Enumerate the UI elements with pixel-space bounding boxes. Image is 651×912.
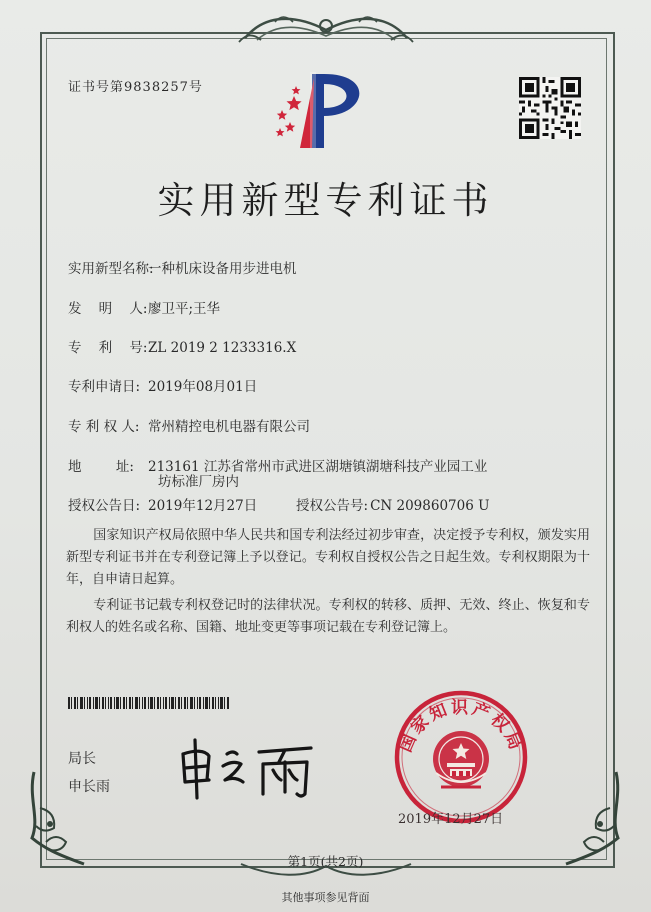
cnipa-logo-icon xyxy=(270,66,380,152)
field-label: 授权公告号: xyxy=(296,498,369,514)
signatory-title: 局长 xyxy=(68,751,96,767)
field-label: 授权公告日: xyxy=(68,498,141,514)
body-paragraph: 国家知识产权局依照中华人民共和国专利法经过初步审查，决定授予专利权，颁发实用新型专利证书并在专利登记簿上予以登记。专利权自授权公告之日起生效。专利权期限为十年，自申请日起算。 xyxy=(66,528,590,587)
field-value: CN 209860706 U xyxy=(370,498,490,514)
field-label: 专 利 权 人: xyxy=(68,419,140,435)
official-seal-icon xyxy=(386,687,536,827)
page-number: 第1页(共2页) xyxy=(287,854,364,869)
field-grant-date xyxy=(68,494,489,514)
top-ornament-icon xyxy=(235,10,417,50)
field-label: 地 址: xyxy=(68,459,134,475)
certificate-body xyxy=(66,525,590,643)
body-paragraph: 专利证书记载专利权登记时的法律状况。专利权的转移、质押、无效、终止、恢复和专利权人的姓名或名称、国籍、地址变更等事项记载在专利登记簿上。 xyxy=(66,598,590,635)
field-value: 2019年08月01日 xyxy=(148,379,258,395)
seal-date: 2019年12月27日 xyxy=(398,812,504,827)
field-label: 实用新型名称: xyxy=(68,261,154,277)
field-label: 发 明 人: xyxy=(68,301,148,317)
barcode-icon xyxy=(68,697,230,709)
field-label: 专利申请日: xyxy=(68,379,141,395)
field-inventor xyxy=(68,297,220,317)
field-patentee xyxy=(68,415,310,435)
field-value: 213161 江苏省常州市武进区湖塘镇湖塘科技产业园工业 xyxy=(148,459,488,475)
field-label: 专 利 号: xyxy=(68,340,148,356)
certificate-number: 证书号第9838257号 xyxy=(68,80,203,95)
qr-code-icon xyxy=(519,77,581,139)
field-patent-number xyxy=(68,336,296,356)
field-value: 廖卫平;王华 xyxy=(148,301,221,317)
field-utility-model-name xyxy=(68,257,297,277)
field-value: 2019年12月27日 xyxy=(148,498,258,514)
back-side-note: 其他事项参见背面 xyxy=(281,891,370,904)
field-value: 常州精控电机电器有限公司 xyxy=(148,419,310,435)
field-address xyxy=(68,455,487,475)
field-application-date xyxy=(68,375,257,395)
signatory-name: 申长雨 xyxy=(68,779,110,795)
field-value: 一种机床设备用步进电机 xyxy=(148,261,297,277)
field-address-line2: 坊标准厂房内 xyxy=(158,474,239,490)
field-value: ZL 2019 2 1233316.X xyxy=(148,340,297,356)
certificate-title: 实用新型专利证书 xyxy=(157,179,494,222)
handwritten-signature xyxy=(175,732,325,802)
seal-text: 国家知识产权局 xyxy=(395,698,527,756)
